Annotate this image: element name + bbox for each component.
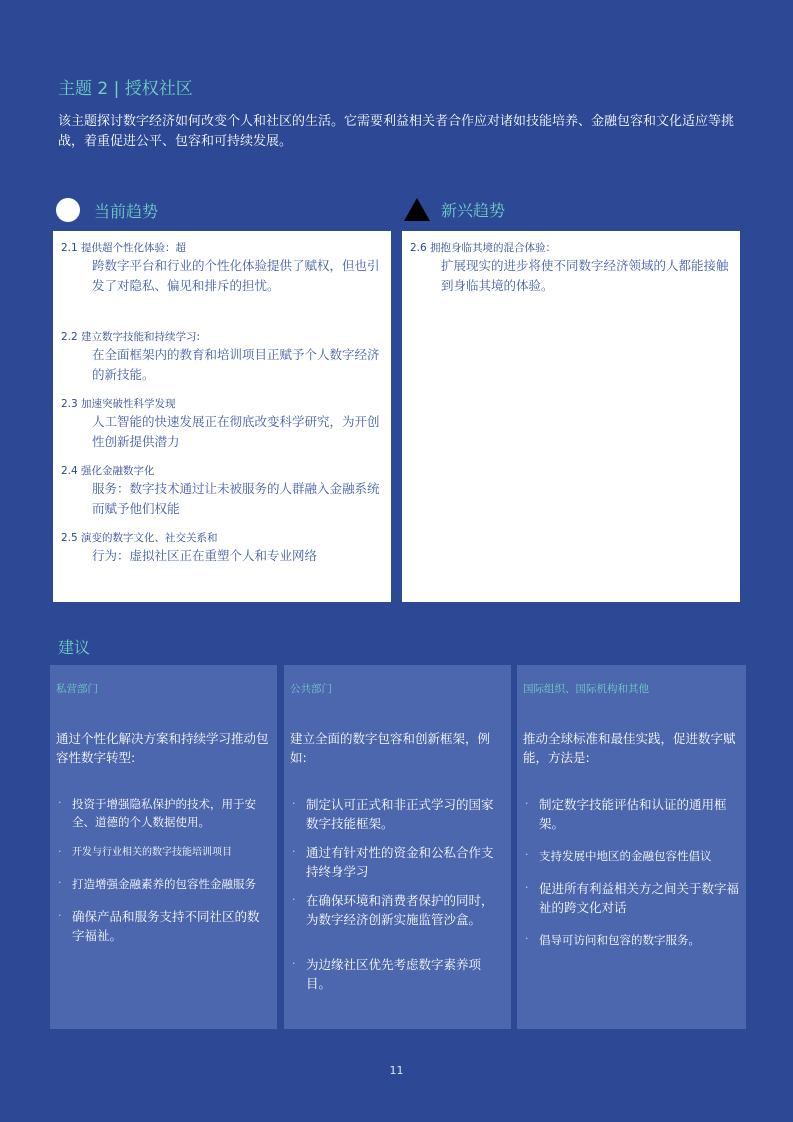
page-title: 主题 2 | 授权社区 xyxy=(58,79,193,99)
trend-body: 扩展现实的进步将使不同数字经济领域的人都能接触到身临其境的体验。 xyxy=(441,258,729,293)
list-item: · 倡导可访问和包容的数字服务。 xyxy=(523,931,740,949)
circle-icon xyxy=(56,198,80,222)
trend-item xyxy=(410,241,732,296)
triangle-icon xyxy=(404,198,430,221)
trend-title: 2.5 演变的数字文化、社交关系和 xyxy=(61,532,218,544)
page-number: 11 xyxy=(389,1064,404,1077)
trend-item xyxy=(61,397,383,452)
list-item: · 投资于增强隐私保护的技术，用于安全、道德的个人数据使用。 xyxy=(56,795,271,831)
bullet-list xyxy=(523,795,740,949)
trend-body: 行为：虚拟社区正在重塑个人和专业网络 xyxy=(92,548,318,563)
trend-body: 人工智能的快速发展正在彻底改变科学研究，为开创性创新提供潜力 xyxy=(92,414,380,449)
bullet-list xyxy=(56,795,271,945)
list-item: · 通过有针对性的资金和公私合作支持终身学习 xyxy=(290,843,505,881)
list-item: · 制定认可正式和非正式学习的国家数字技能框架。 xyxy=(290,795,505,833)
column-lead: 建立全面的数字包容和创新框架，例如: xyxy=(290,731,491,765)
trend-title: 2.1 提供超个性化体验：超 xyxy=(61,242,187,254)
bullet-list xyxy=(290,795,505,993)
column-lead: 推动全球标准和最佳实践，促进数字赋能，方法是: xyxy=(523,731,736,765)
trend-body: 在全面框架内的教育和培训项目正赋予个人数字经济的新技能。 xyxy=(92,347,380,382)
list-item: · 制定数字技能评估和认证的通用框架。 xyxy=(523,795,740,833)
trend-title: 2.4 强化金融数字化 xyxy=(61,465,155,477)
list-item: · 支持发展中地区的金融包容性倡议 xyxy=(523,847,740,865)
list-item: · 确保产品和服务支持不同社区的数字福祉。 xyxy=(56,907,271,945)
emerging-trends-panel xyxy=(402,231,740,602)
trend-body: 服务：数字技术通过让未被服务的人群融入金融系统而赋予他们权能 xyxy=(92,481,380,516)
current-trends-label: 当前趋势 xyxy=(94,201,159,221)
column-lead: 通过个性化解决方案和持续学习推动包容性数字转型: xyxy=(56,731,269,765)
recommendation-column-public xyxy=(284,665,511,1029)
list-item: · 打造增强金融素养的包容性金融服务 xyxy=(56,875,271,893)
intro-paragraph: 该主题探讨数字经济如何改变个人和社区的生活。它需要利益相关者合作应对诸如技能培养、金融包容和文化适应等挑战，着重促进公平、包容和可持续发展。 xyxy=(58,114,735,149)
recommendations-heading: 建议 xyxy=(58,638,91,657)
trend-title: 2.6 拥抱身临其境的混合体验： xyxy=(410,242,557,254)
list-item: · 为边缘社区优先考虑数字素养项目。 xyxy=(290,955,505,993)
recommendation-column-private xyxy=(50,665,277,1029)
column-heading: 私营部门 xyxy=(56,683,98,695)
trend-title: 2.3 加速突破性科学发现 xyxy=(61,398,176,410)
list-item: · 开发与行业相关的数字技能培训项目 xyxy=(56,845,271,861)
trend-item xyxy=(61,330,383,385)
column-heading: 国际组织、国际机构和其他 xyxy=(523,683,649,695)
trend-item xyxy=(61,464,383,519)
emerging-trends-heading xyxy=(404,198,505,221)
trend-item xyxy=(61,241,383,296)
emerging-trends-label: 新兴趋势 xyxy=(441,201,506,220)
column-heading: 公共部门 xyxy=(290,683,332,695)
list-item: · 在确保环境和消费者保护的同时，为数字经济创新实施监管沙盒。 xyxy=(290,891,505,929)
recommendation-column-international xyxy=(517,665,746,1029)
trend-body: 跨数字平台和行业的个性化体验提供了赋权，但也引发了对隐私、偏见和排斥的担忧。 xyxy=(92,258,380,293)
current-trends-panel xyxy=(53,231,391,602)
current-trends-heading xyxy=(56,198,158,222)
trend-item xyxy=(61,531,383,566)
list-item: · 促进所有利益相关方之间关于数字福祉的跨文化对话 xyxy=(523,879,740,917)
trend-title: 2.2 建立数字技能和持续学习: xyxy=(61,331,201,343)
